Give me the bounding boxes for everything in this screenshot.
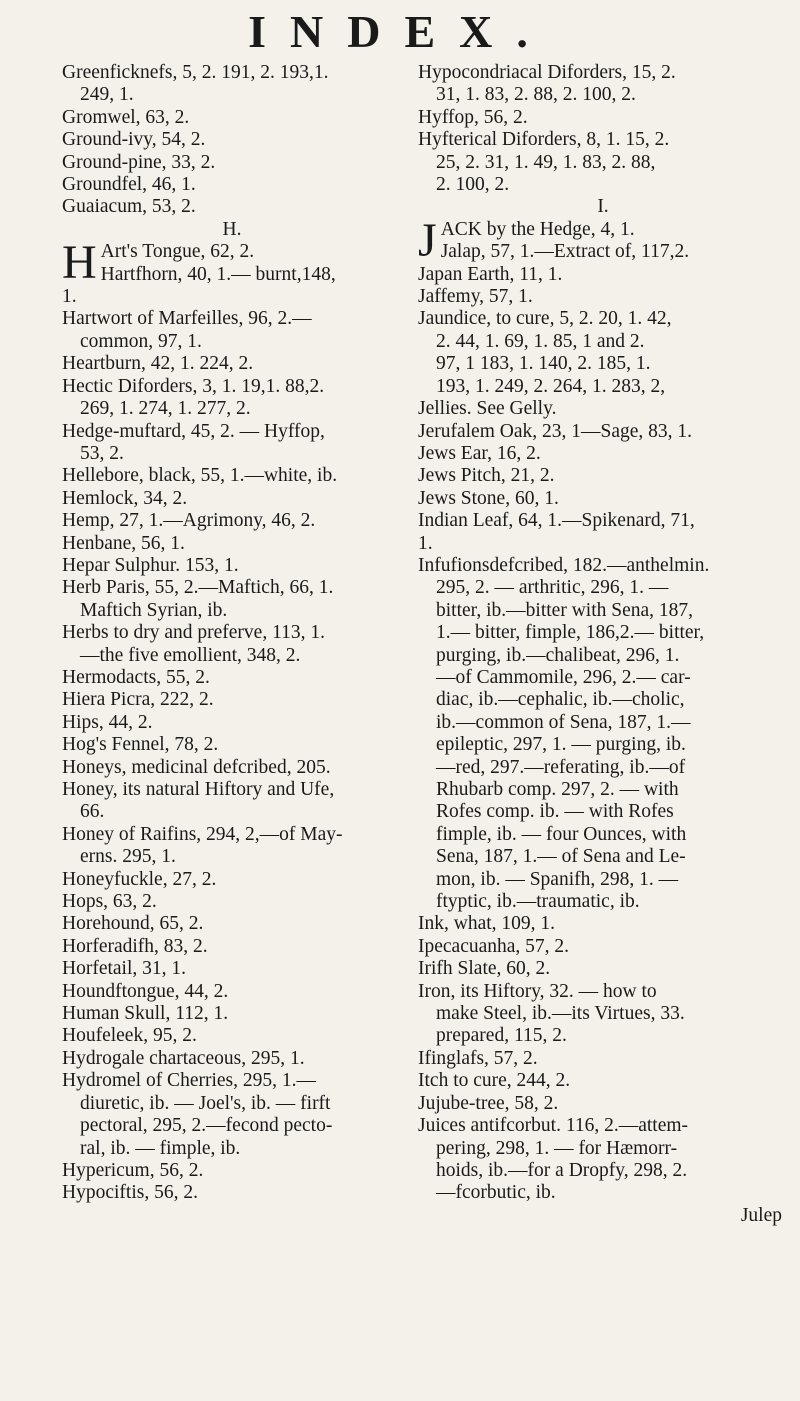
index-entry-line: Hepar Sulphur. 153, 1. — [62, 554, 239, 576]
index-entry-line: Infufionsdefcribed, 182.—anthelmin. — [418, 554, 710, 576]
index-entry-line: pering, 298, 1. — for Hæmorr- — [436, 1137, 678, 1159]
index-entry-line: Hartfhorn, 40, 1.— burnt,148, — [100, 263, 336, 285]
section-letter-heading: H. — [222, 218, 242, 240]
index-entry-line: Hypericum, 56, 2. — [62, 1159, 204, 1181]
index-entry-line: Guaiacum, 53, 2. — [62, 196, 196, 218]
index-entry-line: Herbs to dry and preferve, 113, 1. — [62, 622, 325, 644]
index-entry-line: 249, 1. — [80, 84, 134, 106]
index-entry-line: Henbane, 56, 1. — [62, 532, 185, 554]
index-entry-line: Groundfel, 46, 1. — [62, 174, 196, 196]
index-entry-line: Jews Pitch, 21, 2. — [418, 465, 555, 487]
index-entry-line: Hypociftis, 56, 2. — [62, 1182, 198, 1204]
index-entry-line: Hedge-muftard, 45, 2. — Hyffop, — [62, 420, 325, 442]
index-entry-line: Honeys, medicinal defcribed, 205. — [62, 756, 331, 778]
index-entry-line: Hog's Fennel, 78, 2. — [62, 734, 219, 756]
index-entry-line: Jews Stone, 60, 1. — [418, 487, 559, 509]
index-entry-line: Ground-ivy, 54, 2. — [62, 129, 206, 151]
index-entry-line: Herb Paris, 55, 2.—Maftich, 66, 1. — [62, 577, 334, 599]
index-entry-line: 1. — [62, 286, 77, 308]
index-entry-line: —fcorbutic, ib. — [436, 1182, 556, 1204]
page-title: INDEX. — [248, 6, 552, 57]
index-entry-line: erns. 295, 1. — [80, 846, 176, 868]
index-entry-line: Sena, 187, 1.— of Sena and Le- — [436, 846, 686, 868]
section-letter-heading: I. — [597, 196, 609, 218]
drop-cap-entry — [418, 219, 788, 264]
index-entry-line: Ipecacuanha, 57, 2. — [418, 935, 570, 957]
index-entry-line: Jellies. See Gelly. — [418, 398, 557, 420]
index-entry-line: epileptic, 297, 1. — purging, ib. — [436, 734, 686, 756]
index-entry-line: Maftich Syrian, ib. — [80, 599, 228, 621]
index-entry-line: Hyfterical Diforders, 8, 1. 15, 2. — [418, 129, 670, 151]
index-entry-line: Rhubarb comp. 297, 2. — with — [436, 779, 679, 800]
index-entry-line: Jalap, 57, 1.—Extract of, 117,2. — [440, 241, 690, 263]
index-entry-line: Hartwort of Marfeilles, 96, 2.— — [62, 308, 312, 330]
index-entry-line: ral, ib. — fimple, ib. — [80, 1137, 241, 1159]
index-entry-line: Honeyfuckle, 27, 2. — [62, 868, 217, 890]
index-entry-line: diuretic, ib. — Joel's, ib. — firft — [80, 1092, 331, 1114]
index-column-right — [418, 62, 788, 1227]
index-entry-line: Horfetail, 31, 1. — [62, 958, 187, 980]
drop-cap-letter: H — [62, 241, 97, 287]
index-entry-line: 193, 1. 249, 2. 264, 1. 283, 2, — [436, 375, 666, 397]
index-entry-line: —red, 297.—referating, ib.—of — [436, 756, 686, 778]
index-entry-line: Greenficknefs, 5, 2. 191, 2. 193,1. — [62, 62, 329, 83]
index-entry-line: Hypocondriacal Diforders, 15, 2. — [418, 62, 676, 83]
index-entry-line: Ink, what, 109, 1. — [418, 913, 556, 935]
index-entry-line: Juices antifcorbut. 116, 2.—attem- — [418, 1115, 689, 1137]
index-entry-line: Ground-pine, 33, 2. — [62, 151, 216, 173]
index-entry-line: 295, 2. — arthritic, 296, 1. — — [436, 577, 669, 599]
index-entry-line: Ifinglafs, 57, 2. — [418, 1047, 538, 1069]
index-entry-line: Hiera Picra, 222, 2. — [62, 689, 214, 711]
index-entry-line: 2. 44, 1. 69, 1. 85, 1 and 2. — [436, 330, 645, 352]
index-entry-line: 97, 1 183, 1. 140, 2. 185, 1. — [436, 353, 651, 375]
index-entry-line: Jaffemy, 57, 1. — [418, 286, 533, 308]
index-entry-line: Jaundice, to cure, 5, 2. 20, 1. 42, — [418, 308, 672, 330]
index-entry-line: 269, 1. 274, 1. 277, 2. — [80, 398, 251, 420]
index-entry-line: Itch to cure, 244, 2. — [418, 1070, 571, 1092]
index-entry-line: Hops, 63, 2. — [62, 891, 157, 913]
drop-cap-entry — [62, 241, 402, 286]
index-entry-line: diac, ib.—cephalic, ib.—cholic, — [436, 689, 685, 711]
index-entry-line: prepared, 115, 2. — [436, 1025, 567, 1047]
index-entry-line: Rofes comp. ib. — with Rofes — [436, 801, 674, 823]
index-entry-line: pectoral, 295, 2.—fecond pecto- — [80, 1115, 333, 1137]
index-entry-line: Jujube-tree, 58, 2. — [418, 1092, 559, 1114]
index-entry-line: Hydromel of Cherries, 295, 1.— — [62, 1070, 316, 1092]
index-entry-line: —of Cammomile, 296, 2.— car- — [436, 666, 691, 688]
index-entry-line: 1.— bitter, fimple, 186,2.— bitter, — [436, 622, 705, 644]
index-entry-line: Human Skull, 112, 1. — [62, 1003, 229, 1025]
index-entry-line: Honey of Raifins, 294, 2,—of May- — [62, 823, 343, 845]
index-entry-line: Horehound, 65, 2. — [62, 913, 204, 935]
index-entry-line: Irifh Slate, 60, 2. — [418, 958, 551, 980]
index-entry-line: ACK by the Hedge, 4, 1. — [440, 218, 635, 240]
index-entry-line: Art's Tongue, 62, 2. — [100, 241, 255, 263]
index-entry-line: Indian Leaf, 64, 1.—Spikenard, 71, — [418, 510, 695, 532]
index-entry-line: mon, ib. — Spanifh, 298, 1. — — [436, 868, 679, 890]
index-entry-line: 31, 1. 83, 2. 88, 2. 100, 2. — [436, 84, 636, 106]
index-entry-line: Heartburn, 42, 1. 224, 2. — [62, 353, 254, 375]
index-entry-line: fimple, ib. — four Ounces, with — [436, 823, 687, 845]
index-entry-line: Jerufalem Oak, 23, 1—Sage, 83, 1. — [418, 420, 693, 442]
index-entry-line: Hermodacts, 55, 2. — [62, 666, 210, 688]
index-entry-line: Houndftongue, 44, 2. — [62, 980, 229, 1002]
index-entry-line: Hips, 44, 2. — [62, 711, 153, 733]
index-entry-line: Honey, its natural Hiftory and Ufe, — [62, 779, 335, 800]
index-entry-line: Hectic Diforders, 3, 1. 19,1. 88,2. — [62, 375, 325, 397]
index-entry-line: Gromwel, 63, 2. — [62, 106, 190, 128]
index-entry-line: Hemp, 27, 1.—Agrimony, 46, 2. — [62, 510, 316, 532]
index-entry-line: 2. 100, 2. — [436, 174, 510, 196]
index-entry-line: bitter, ib.—bitter with Sena, 187, — [436, 599, 694, 621]
index-entry-line: Hellebore, black, 55, 1.—white, ib. — [62, 465, 338, 487]
index-entry-line: 1. — [418, 532, 433, 554]
index-entry-line: Hydrogale chartaceous, 295, 1. — [62, 1047, 305, 1069]
index-entry-line: —the five emollient, 348, 2. — [80, 644, 301, 666]
index-entry-line: Iron, its Hiftory, 32. — how to — [418, 980, 657, 1002]
index-entry-line: common, 97, 1. — [80, 330, 202, 352]
index-entry-line: 25, 2. 31, 1. 49, 1. 83, 2. 88, — [436, 151, 656, 173]
index-entry-line: Houfeleek, 95, 2. — [62, 1025, 197, 1047]
index-entry-line: purging, ib.—chalibeat, 296, 1. — [436, 644, 680, 666]
index-entry-line: hoids, ib.—for a Dropfy, 298, 2. — [436, 1159, 688, 1181]
index-entry-line: 53, 2. — [80, 442, 124, 464]
index-entry-line: make Steel, ib.—its Virtues, 33. — [436, 1003, 685, 1025]
drop-cap-letter: J — [418, 218, 437, 264]
index-entry-line: ftyptic, ib.—traumatic, ib. — [436, 891, 640, 913]
index-entry-line: Julep — [740, 1204, 782, 1226]
index-entry-line: ib.—common of Sena, 187, 1.— — [436, 711, 691, 733]
index-entry-line: Japan Earth, 11, 1. — [418, 263, 563, 285]
index-entry-line: Hemlock, 34, 2. — [62, 487, 188, 509]
index-column-left — [62, 62, 402, 1205]
index-entry-line: Jews Ear, 16, 2. — [418, 442, 541, 464]
index-entry-line: 66. — [80, 801, 105, 823]
index-entry-line: Horferadifh, 83, 2. — [62, 935, 208, 957]
index-entry-line: Hyffop, 56, 2. — [418, 106, 528, 128]
